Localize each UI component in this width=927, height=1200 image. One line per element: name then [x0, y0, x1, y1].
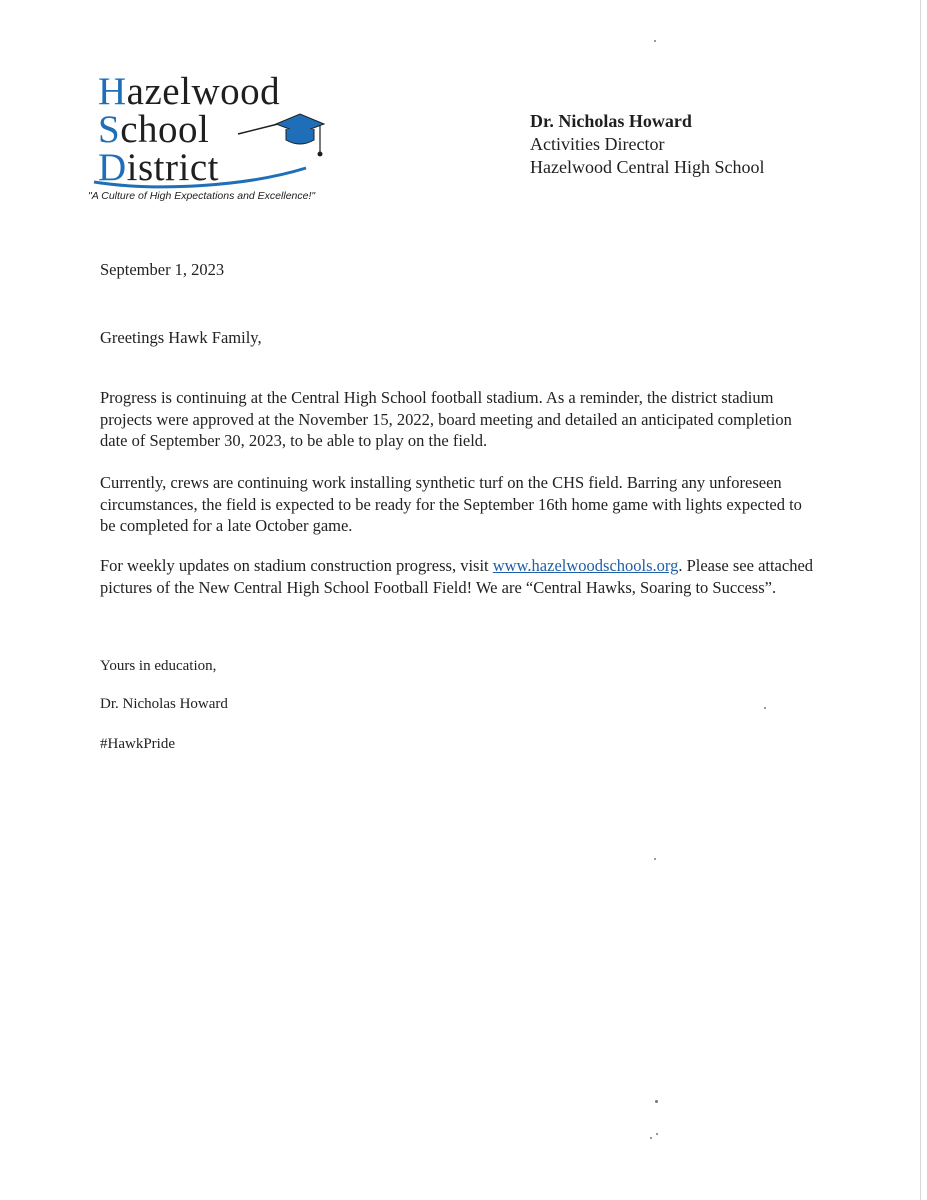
sender-block: [530, 110, 764, 179]
scan-speck: [654, 858, 656, 860]
scan-speck: [656, 1133, 658, 1135]
sender-name: Dr. Nicholas Howard: [530, 111, 692, 131]
logo-line-district: District: [98, 146, 219, 189]
scan-speck: [764, 707, 766, 709]
logo-line-school: School: [98, 108, 210, 151]
letter-closing: Yours in education,: [100, 658, 217, 674]
logo-line-hazelwood: Hazelwood: [98, 70, 281, 113]
letter-date: September 1, 2023: [100, 260, 225, 279]
sender-school: Hazelwood Central High School: [530, 157, 765, 177]
district-logo: [88, 70, 338, 210]
district-website-link[interactable]: www.hazelwoodschools.org: [492, 556, 679, 575]
sender-title: Activities Director: [530, 134, 665, 154]
letter-paragraph-1: Progress is continuing at the Central High School football stadium. As a reminder, the district stadium projects were approved at the November 15, 2022, board meeting and detailed an anticipated completion date of September 30, 2023, to be able to play on the field.: [100, 388, 792, 450]
logo-tagline: "A Culture of High Expectations and Excellence!": [88, 190, 316, 202]
letter-signature: Dr. Nicholas Howard: [100, 696, 228, 712]
scan-speck: [650, 1137, 652, 1139]
scan-speck: [654, 40, 656, 42]
letter-paragraph-2: Currently, crews are continuing work installing synthetic turf on the CHS field. Barring any unforeseen circumstances, the field is expected to be ready for the September 16th home game with lights expected to be completed for a late October game.: [100, 473, 802, 535]
paragraph-3-intro: For weekly updates on stadium construction progress, visit: [100, 556, 493, 575]
letter-hashtag: #HawkPride: [100, 736, 175, 752]
scan-edge-line: [920, 0, 921, 1200]
letter-greeting: Greetings Hawk Family,: [100, 328, 262, 347]
scan-speck: [655, 1100, 658, 1103]
paragraph-3-outro: . Please see attached pictures of the New Central High School Football Field! We are “Central Hawks, Soaring to Success”.: [100, 556, 814, 597]
letter-paragraph-3: [100, 555, 820, 598]
